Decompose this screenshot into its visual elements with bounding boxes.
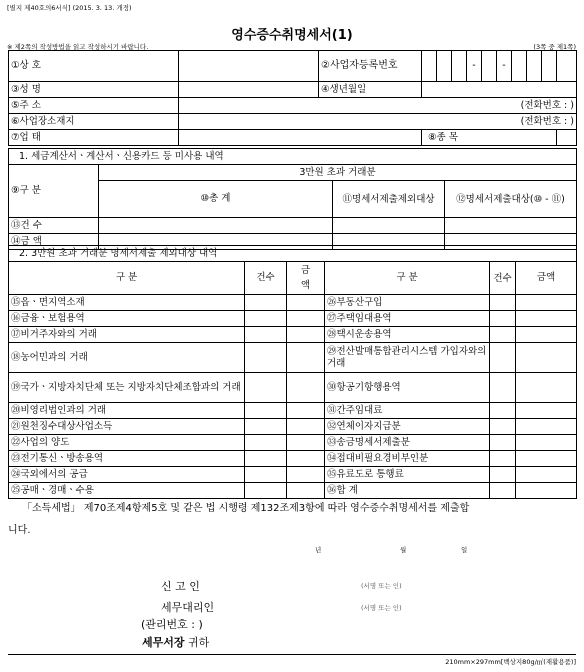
left-item-amount[interactable] [287, 295, 325, 311]
right-item-amount[interactable] [516, 451, 577, 467]
right-item-label: ㉖부동산구입 [325, 295, 490, 311]
right-item-amount[interactable] [516, 343, 577, 373]
right-item-amount[interactable] [516, 373, 577, 403]
left-item-label: ㉒사업의 양도 [9, 435, 245, 451]
biz-no-digit[interactable] [437, 51, 452, 82]
right-amount-header: 금액 [516, 262, 577, 295]
trade-name-field[interactable] [179, 51, 319, 82]
form-reference: [별지 제40호의6서식] (2015. 3. 13. 개정) [7, 4, 132, 12]
left-item-count[interactable] [245, 435, 287, 451]
right-item-count[interactable] [490, 451, 516, 467]
left-item-count[interactable] [245, 467, 287, 483]
biz-address-phone[interactable]: (전화번호 : ) [179, 114, 577, 130]
left-item-label: ⑰비거주자와의 거래 [9, 327, 245, 343]
right-item-label: ㉝송금명세서제출분 [325, 435, 490, 451]
total-row-amount[interactable] [516, 483, 577, 499]
left-item-label: ⑳비영리법인과의 거래 [9, 403, 245, 419]
item-field[interactable] [557, 130, 577, 146]
right-item-count[interactable] [490, 327, 516, 343]
paper-spec: 210mm×297mm[백상지80g/㎡(재활용품)] [445, 658, 576, 666]
section2-title: 2. 3만원 초과 거래분 명세서제출 제외대상 내역 [9, 246, 577, 262]
count-label: ⑬건 수 [9, 218, 99, 234]
right-item-count[interactable] [490, 295, 516, 311]
biz-no-digit[interactable] [527, 51, 542, 82]
right-count-header: 건수 [490, 262, 516, 295]
instruction-note: ※ 제2쪽의 작성방법을 읽고 작성하시기 바랍니다. [7, 43, 149, 51]
left-item-count[interactable] [245, 311, 287, 327]
right-item-label: ㉛간주임대료 [325, 403, 490, 419]
category-label: ⑨구 분 [9, 165, 99, 218]
left-item-amount[interactable] [287, 343, 325, 373]
right-item-label: ㉗주택임대용역 [325, 311, 490, 327]
footer-divider [8, 654, 576, 655]
total-row-count[interactable] [490, 483, 516, 499]
business-type-label: ⑦업 태 [9, 130, 179, 146]
management-number[interactable]: (관리번호 : ) [141, 618, 203, 631]
document-title: 영수증수취명세서(1) [231, 28, 353, 43]
business-type-field[interactable] [179, 130, 422, 146]
left-item-count[interactable] [245, 483, 287, 499]
taxpayer-info-table [8, 50, 577, 146]
right-item-count[interactable] [490, 311, 516, 327]
biz-no-digit[interactable] [422, 51, 437, 82]
left-item-label: ⑮읍ㆍ면지역소재 [9, 295, 245, 311]
date-month: 월 [400, 546, 407, 554]
right-item-label: ㉞접대비필요경비부인분 [325, 451, 490, 467]
right-item-label: ㉚항공기항행용역 [325, 373, 490, 403]
biz-no-digit[interactable] [557, 51, 577, 82]
date-day: 일 [461, 546, 468, 554]
left-item-label: ㉓전기통신ㆍ방송용역 [9, 451, 245, 467]
addressee-office: 세무서장 [142, 636, 185, 649]
left-item-label: ⑱농어민과의 거래 [9, 343, 245, 373]
left-item-count[interactable] [245, 327, 287, 343]
left-item-amount[interactable] [287, 403, 325, 419]
addressee [142, 634, 209, 650]
biz-no-separator: - [467, 51, 482, 82]
left-count-header: 건수 [245, 262, 287, 295]
right-item-amount[interactable] [516, 435, 577, 451]
biz-no-label: ②사업자등록번호 [319, 51, 422, 82]
name-label: ③성 명 [9, 82, 179, 98]
agent-sign[interactable]: (서명 또는 인) [361, 604, 402, 612]
addressee-honorific: 귀하 [184, 636, 210, 649]
name-field[interactable] [179, 82, 319, 98]
right-item-count[interactable] [490, 343, 516, 373]
left-item-count[interactable] [245, 403, 287, 419]
left-item-amount[interactable] [287, 373, 325, 403]
right-item-count[interactable] [490, 467, 516, 483]
reporter-sign[interactable]: (서명 또는 인) [361, 582, 402, 590]
total-count[interactable] [99, 218, 333, 234]
biz-no-separator: - [497, 51, 512, 82]
date-year: 년 [315, 546, 322, 554]
address-label: ⑤주 소 [9, 98, 179, 114]
right-item-amount[interactable] [516, 467, 577, 483]
left-item-amount[interactable] [287, 451, 325, 467]
reporter-label: 신 고 인 [161, 580, 200, 593]
right-item-count[interactable] [490, 419, 516, 435]
agent-label: 세무대리인 [161, 601, 215, 614]
excluded-count[interactable] [333, 218, 445, 234]
left-item-count[interactable] [245, 373, 287, 403]
right-item-count[interactable] [490, 373, 516, 403]
address-phone[interactable]: (전화번호 : ) [179, 98, 577, 114]
left-item-amount[interactable] [287, 311, 325, 327]
required-header: ⑫명세서제출대상(⑩ - ⑪) [445, 181, 577, 218]
left-item-label: ㉕공매ㆍ경매ㆍ수용 [9, 483, 245, 499]
left-item-amount[interactable] [287, 483, 325, 499]
section1-title: 1. 세금계산서ㆍ계산서ㆍ신용카드 등 미사용 내역 [9, 149, 577, 165]
right-category-header: 구 분 [325, 262, 490, 295]
section1-table [8, 148, 577, 250]
biz-no-digit[interactable] [542, 51, 557, 82]
excluded-header: ⑪명세서제출제외대상 [333, 181, 445, 218]
declaration-line2: 니다. [8, 525, 31, 536]
left-amount-header: 금액 [287, 262, 325, 295]
right-item-amount[interactable] [516, 311, 577, 327]
left-item-amount[interactable] [287, 467, 325, 483]
right-item-amount[interactable] [516, 419, 577, 435]
required-count[interactable] [445, 218, 577, 234]
left-category-header: 구 분 [9, 262, 245, 295]
left-item-count[interactable] [245, 451, 287, 467]
biz-no-digit[interactable] [482, 51, 497, 82]
left-item-label: ⑯금융ㆍ보험용역 [9, 311, 245, 327]
biz-no-digit[interactable] [452, 51, 467, 82]
total-row-label: ㊱합 계 [325, 483, 490, 499]
page-indicator: (3쪽 중 제1쪽) [533, 43, 576, 51]
biz-address-label: ⑥사업장소재지 [9, 114, 179, 130]
right-item-label: ㉙전산발매통합관리시스템 가입자와의 거래 [325, 343, 490, 373]
over-30k-header: 3만원 초과 거래분 [99, 165, 577, 181]
left-item-count[interactable] [245, 419, 287, 435]
biz-no-digit[interactable] [512, 51, 527, 82]
left-item-label: ⑲국가ㆍ지방자치단체 또는 지방자치단체조합과의 거래 [9, 373, 245, 403]
total-header: ⑩총 계 [99, 181, 333, 218]
right-item-label: ㉘택시운송용역 [325, 327, 490, 343]
right-item-label: ㉜연체이자지급분 [325, 419, 490, 435]
birth-label: ④생년월일 [319, 82, 422, 98]
right-item-amount[interactable] [516, 327, 577, 343]
left-item-count[interactable] [245, 295, 287, 311]
left-item-label: ㉔국외에서의 공급 [9, 467, 245, 483]
section2-table [8, 245, 577, 499]
item-label: ⑧종 목 [422, 130, 557, 146]
amount-label: ⑭금 액 [9, 234, 99, 250]
left-item-amount[interactable] [287, 419, 325, 435]
right-item-count[interactable] [490, 435, 516, 451]
right-item-amount[interactable] [516, 295, 577, 311]
left-item-count[interactable] [245, 343, 287, 373]
right-item-amount[interactable] [516, 403, 577, 419]
declaration-line1: 「소득세법」 제70조제4항제5호 및 같은 법 시행령 제132조제3항에 따라 영수증수취명세서를 제출합 [22, 503, 470, 514]
right-item-label: ㉟유료도로 통행료 [325, 467, 490, 483]
left-item-amount[interactable] [287, 327, 325, 343]
right-item-count[interactable] [490, 403, 516, 419]
left-item-label: ㉑원천징수대상사업소득 [9, 419, 245, 435]
left-item-amount[interactable] [287, 435, 325, 451]
trade-name-label: ①상 호 [9, 51, 179, 82]
birth-field[interactable] [422, 82, 577, 98]
